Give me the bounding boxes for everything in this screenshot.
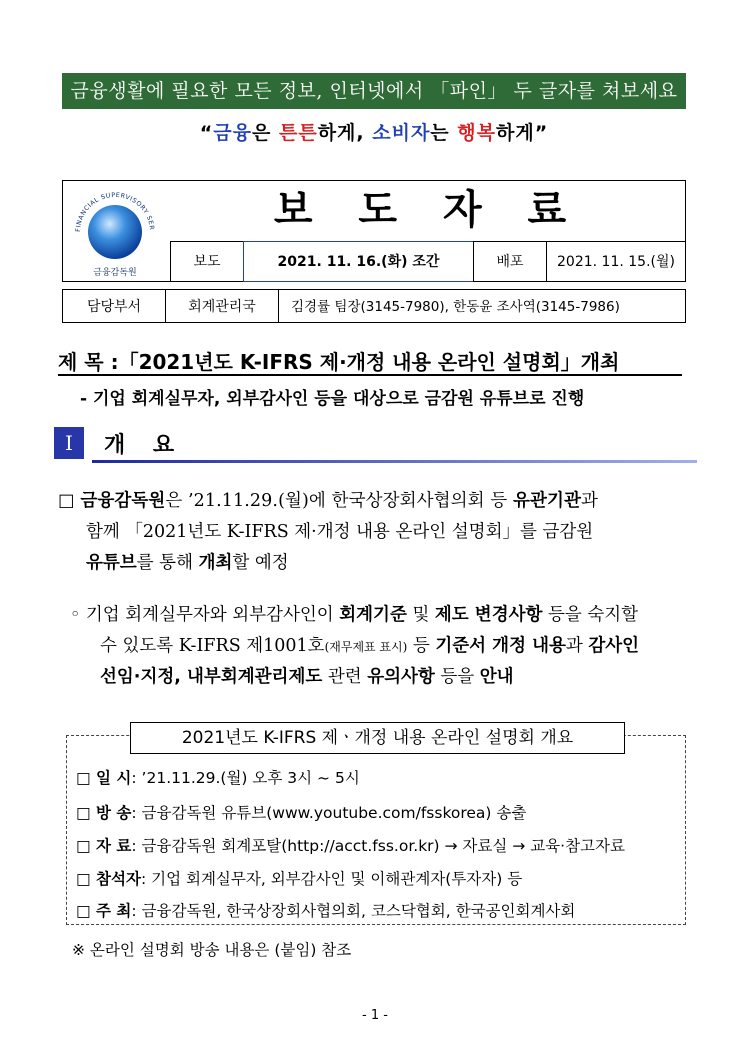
page-number: - 1 -: [362, 1008, 388, 1023]
overview-item: □ 참석자: 기업 회계실무자, 외부감사인 및 이해관계자(투자자) 등: [76, 870, 523, 888]
section-underline: [92, 460, 697, 463]
subject-subtitle: - 기업 회계실무자, 외부감사인 등을 대상으로 금감원 유튜브로 진행: [80, 389, 585, 409]
overview-item: □ 방 송: 금융감독원 유튜브(www.youtube.com/fsskorea) 송출: [76, 804, 527, 822]
dept-label: 담당부서: [62, 289, 166, 323]
logo-name: 금융감독원: [93, 268, 137, 278]
overview-item: □ 주 최: 금융감독원, 한국상장회사협의회, 코스닥협회, 한국공인회계사회: [76, 902, 576, 920]
overview-box: [66, 735, 686, 925]
overview-title: 2021년도 K-IFRS 제ㆍ개정 내용 온라인 설명회 개요: [130, 722, 625, 754]
para2-line3: 선임·지정, 내부회계관리제도 관련 유의사항 등을 안내: [100, 667, 514, 687]
slogan: “금융은 튼튼하게, 소비자는 행복하게”: [199, 122, 549, 144]
page-title: 보 도 자 료: [273, 187, 583, 233]
fss-logo: [62, 180, 168, 282]
dept-value: 회계관리국: [165, 289, 279, 323]
overview-item: □ 일 시: ’21.11.29.(월) 오후 3시 ~ 5시: [76, 769, 360, 787]
logo-ring-text: FINANCIAL SUPERVISORY SER: [74, 191, 155, 233]
para1-line1: □ 금융감독원은 ’21.11.29.(월)에 한국상장회사협의회 등 유관기관과: [58, 491, 599, 511]
distribute-value: 2021. 11. 15.(월): [546, 241, 686, 282]
subject-title: 제 목 :「2021년도 K-IFRS 제·개정 내용 온라인 설명회」개최: [58, 350, 620, 374]
contact-value: 김경률 팀장(3145-7980), 한동윤 조사역(3145-7986): [278, 289, 686, 323]
para1-line3: 유튜브를 통해 개최할 예정: [86, 553, 289, 573]
note: ※ 온라인 설명회 방송 내용은 (붙임) 참조: [72, 941, 352, 959]
para1-line2: 함께 「2021년도 K-IFRS 제·개정 내용 온라인 설명회」를 금감원: [86, 522, 594, 542]
para2-line1: ◦ 기업 회계실무자와 외부감사인이 회계기준 및 제도 변경사항 등을 숙지할: [70, 605, 639, 625]
overview-item: □ 자 료: 금융감독원 회계포탈(http://acct.fss.or.kr) → 자료실 → 교육·참고자료: [76, 837, 625, 855]
embargo-label: 보도: [170, 241, 244, 282]
subject-underline: [58, 374, 682, 376]
section-title: 개 요: [104, 433, 185, 458]
banner: 금융생활에 필요한 모든 정보, 인터넷에서 「파인」 두 글자를 쳐보세요: [62, 73, 686, 109]
para2-line2: 수 있도록 K-IFRS 제1001호(재무제표 표시) 등 기준서 개정 내용과 감사인: [100, 636, 640, 656]
distribute-label: 배포: [473, 241, 547, 282]
embargo-value: 2021. 11. 16.(화) 조간: [243, 241, 474, 282]
section-number: Ⅰ: [54, 427, 84, 459]
